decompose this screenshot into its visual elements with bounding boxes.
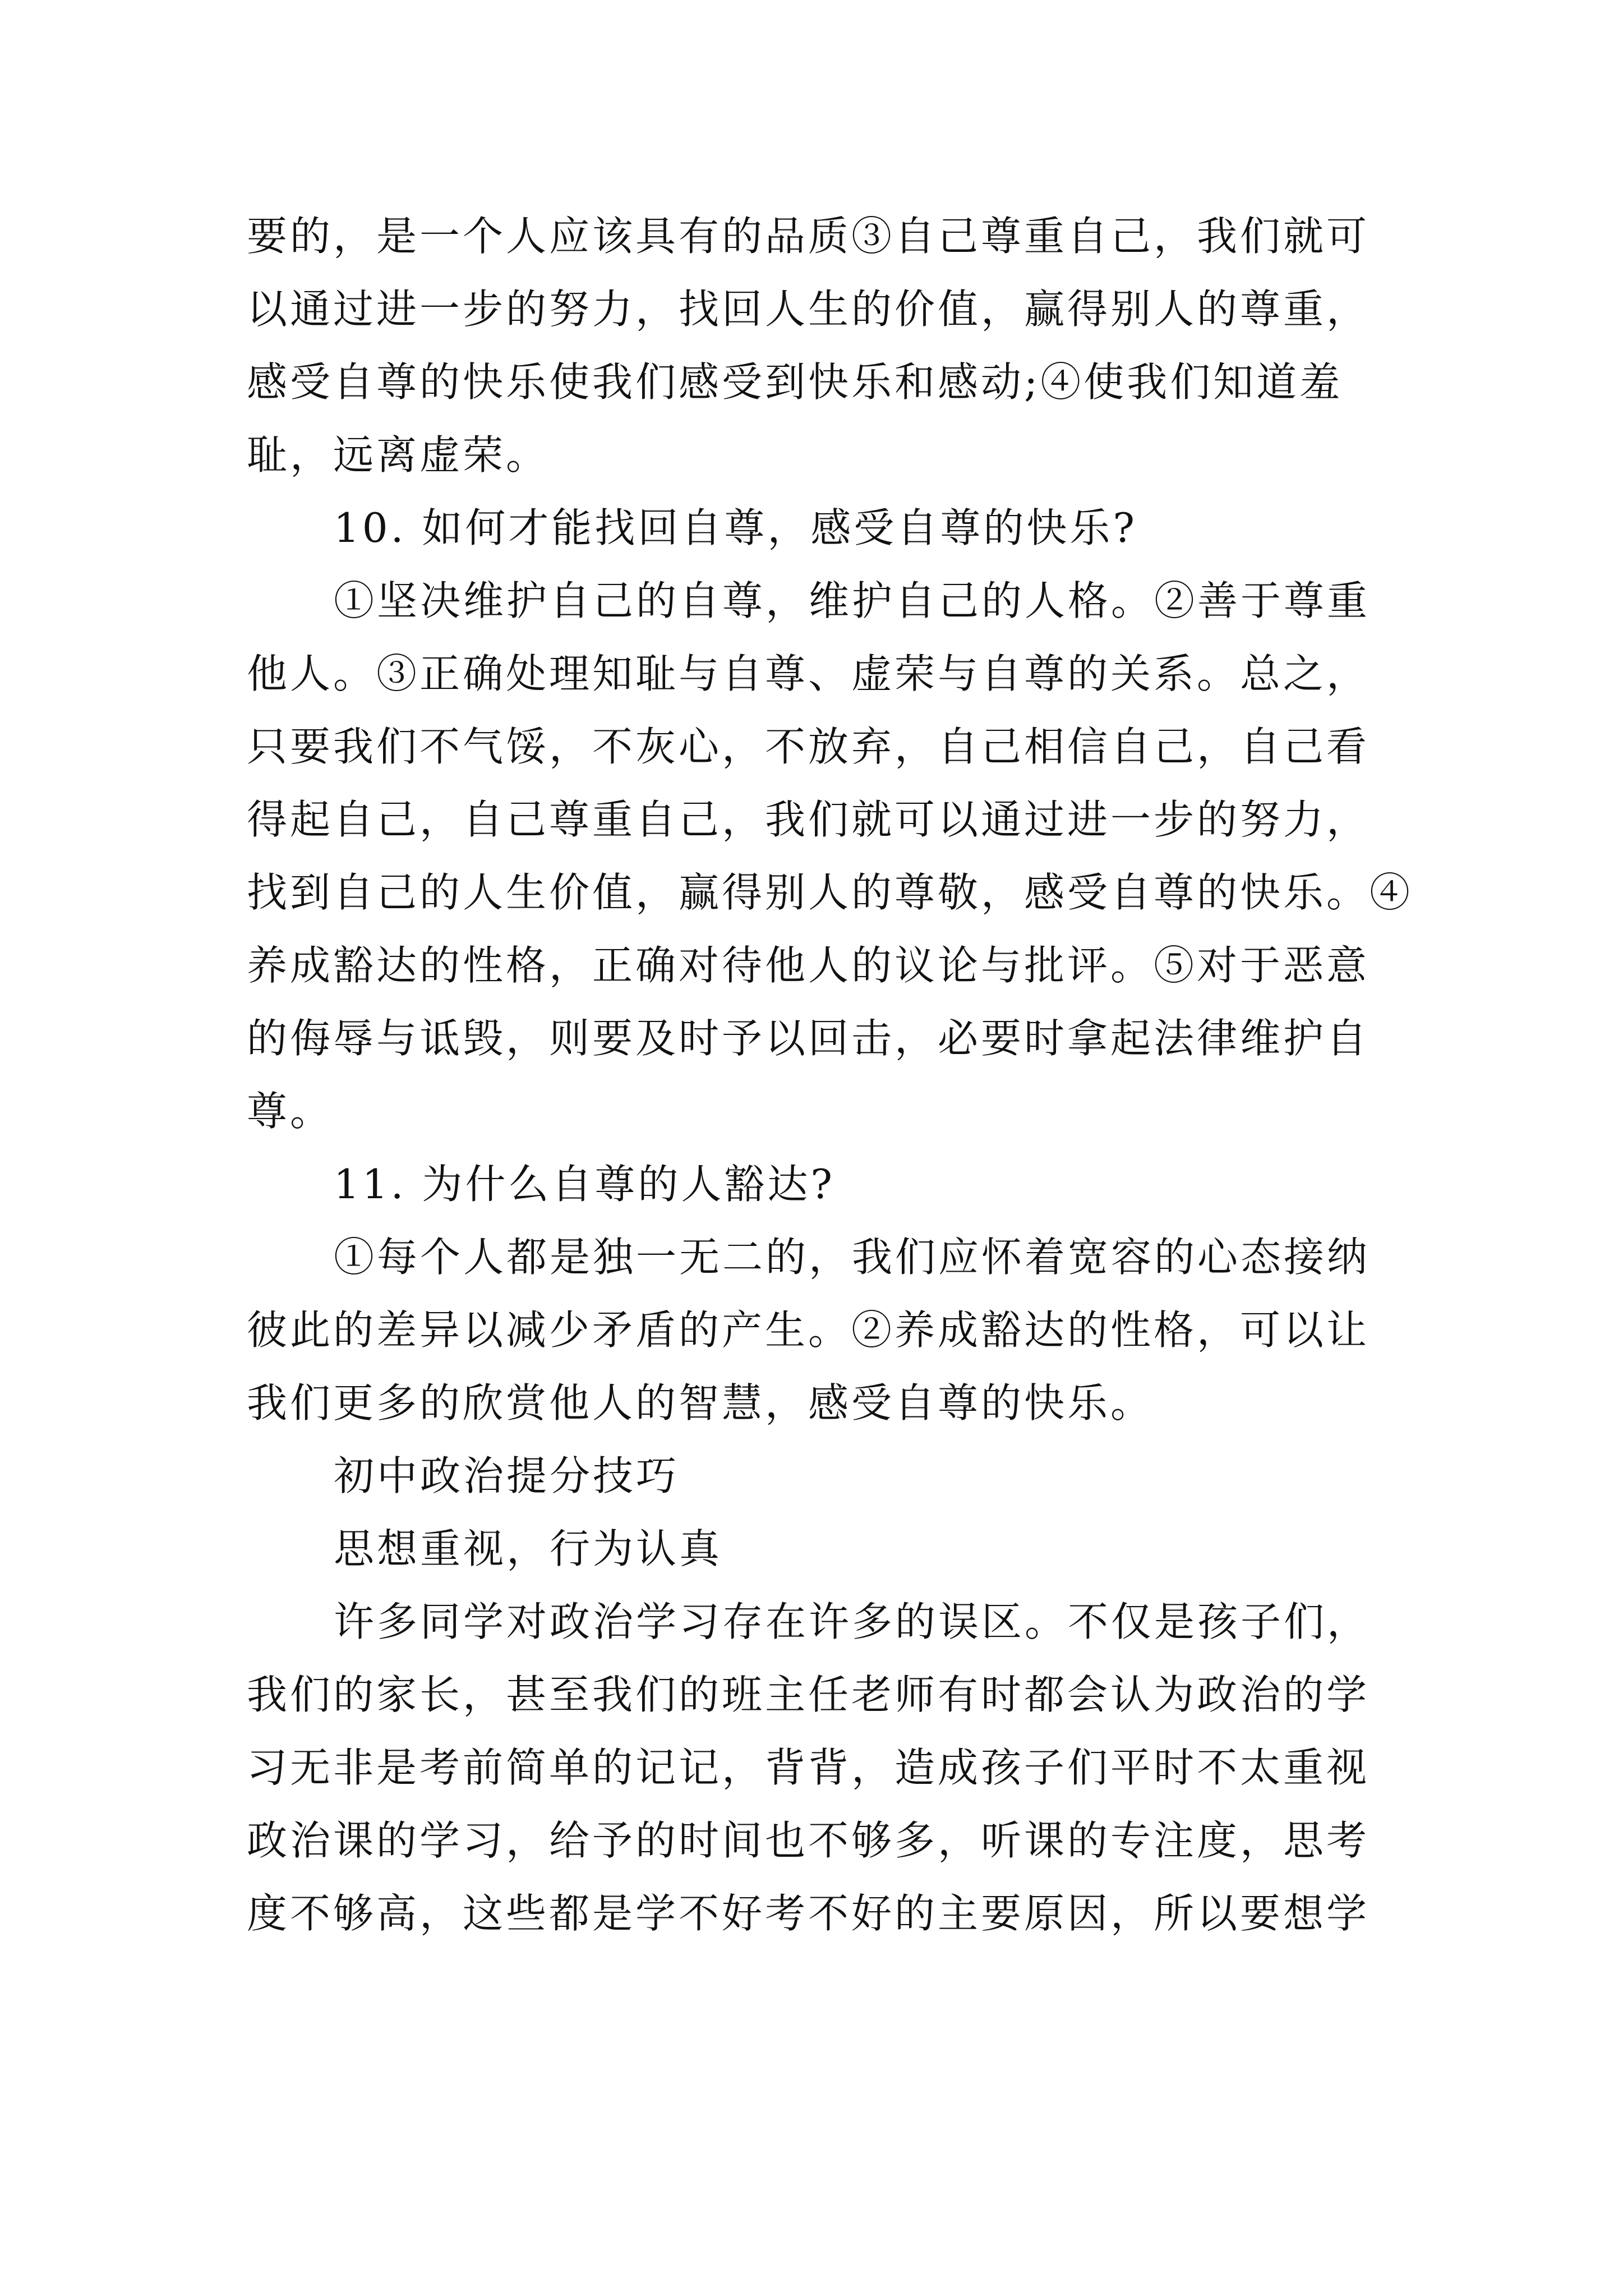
text-line: 的侮辱与诋毁，则要及时予以回击，必要时拿起法律维护自 bbox=[247, 1015, 1370, 1062]
text-line: 我们更多的欣赏他人的智慧，感受自尊的快乐。 bbox=[247, 1379, 1154, 1427]
text-line: 养成豁达的性格，正确对待他人的议论与批评。⑤对于恶意 bbox=[247, 942, 1370, 989]
subsection-heading: 思想重视，行为认真 bbox=[334, 1525, 723, 1572]
text-line: 感受自尊的快乐使我们感受到快乐和感动;④使我们知道羞 bbox=[247, 358, 1343, 406]
text-line: 度不够高，这些都是学不好考不好的主要原因，所以要想学 bbox=[247, 1890, 1370, 1937]
text-line: 习无非是考前简单的记记，背背，造成孩子们平时不太重视 bbox=[247, 1744, 1370, 1791]
text-line: 尊。 bbox=[247, 1088, 334, 1135]
text-line: 许多同学对政治学习存在许多的误区。不仅是孩子们， bbox=[334, 1598, 1371, 1645]
question-heading: 10. 如何才能找回自尊，感受自尊的快乐? bbox=[334, 504, 1137, 551]
text-line: 耻，远离虚荣。 bbox=[247, 431, 550, 478]
text-line: ①坚决维护自己的自尊，维护自己的人格。②善于尊重 bbox=[334, 577, 1371, 624]
document-page bbox=[247, 200, 1413, 1950]
text-line: 政治课的学习，给予的时间也不够多，听课的专注度，思考 bbox=[247, 1817, 1370, 1864]
text-line: 他人。③正确处理知耻与自尊、虚荣与自尊的关系。总之， bbox=[247, 650, 1370, 697]
text-line: 要的，是一个人应该具有的品质③自己尊重自己，我们就可 bbox=[247, 213, 1370, 260]
text-line: 我们的家长，甚至我们的班主任老师有时都会认为政治的学 bbox=[247, 1671, 1370, 1718]
question-heading: 11. 为什么自尊的人豁达? bbox=[334, 1161, 835, 1208]
text-line: 找到自己的人生价值，赢得别人的尊敬，感受自尊的快乐。④ bbox=[247, 869, 1413, 916]
text-line: 只要我们不气馁，不灰心，不放弃，自己相信自己，自己看 bbox=[247, 723, 1370, 770]
text-line: 以通过进一步的努力，找回人生的价值，赢得别人的尊重， bbox=[247, 286, 1370, 333]
text-line: ①每个人都是独一无二的，我们应怀着宽容的心态接纳 bbox=[334, 1234, 1371, 1281]
section-heading: 初中政治提分技巧 bbox=[334, 1452, 680, 1499]
text-line: 彼此的差异以减少矛盾的产生。②养成豁达的性格，可以让 bbox=[247, 1306, 1370, 1354]
text-line: 得起自己，自己尊重自己，我们就可以通过进一步的努力， bbox=[247, 796, 1370, 843]
